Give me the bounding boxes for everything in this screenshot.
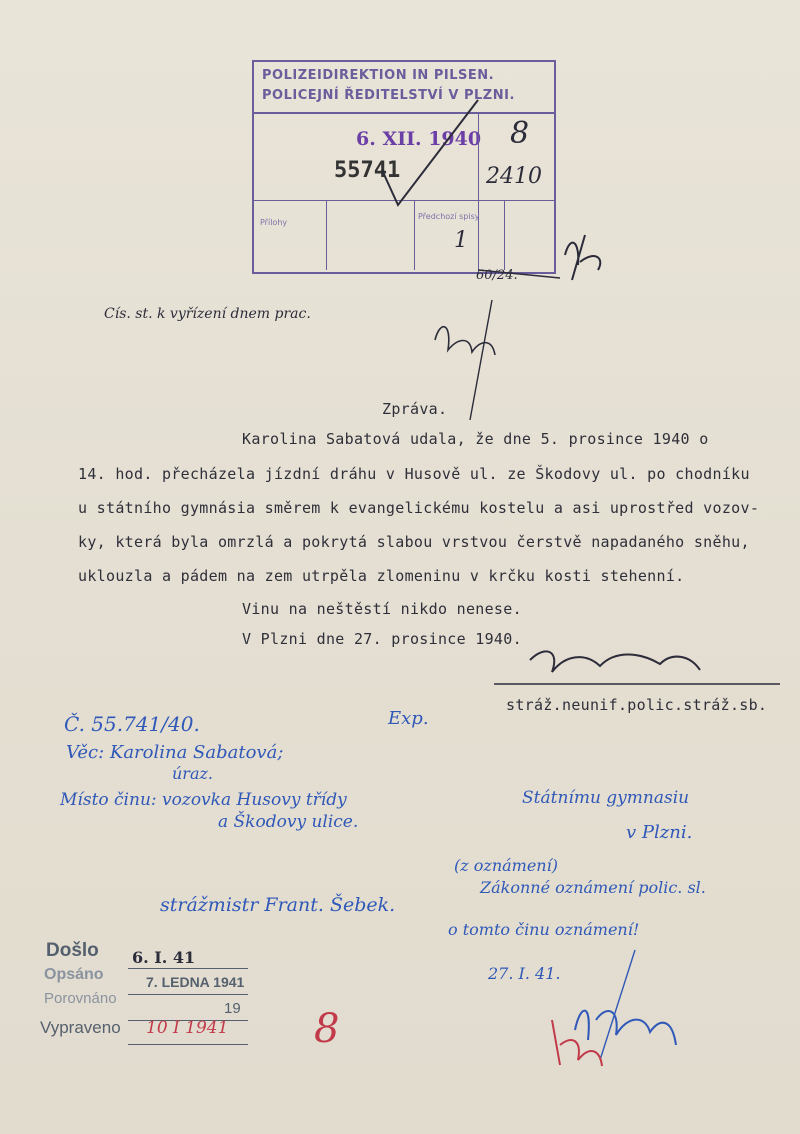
- stamp-hand-mark: 8: [510, 116, 530, 151]
- report-line-3: u státního gymnásia směrem k evangelickému kostelu a asi uprostřed vozov-: [78, 499, 760, 517]
- report-title: Zpráva.: [382, 400, 448, 418]
- stamp-col-attachments: Přílohy: [260, 218, 288, 227]
- initials-scribble-blue: [575, 1011, 676, 1045]
- stamp-date: 6. XII. 1940: [356, 128, 482, 150]
- recv-porovnano-value: 19: [224, 1000, 241, 1017]
- initials-scribble-red: [552, 1020, 602, 1066]
- recv-doslo-value: 6. I. 41: [132, 948, 196, 967]
- hand-subject-2: úraz.: [172, 764, 214, 783]
- hand-legal-notice: Zákonné oznámení polic. sl.: [480, 878, 706, 897]
- stamp-col-previous-files: Předchozí spisy: [418, 212, 480, 221]
- red-corner-mark: 8: [314, 1006, 340, 1052]
- report-line-4: ky, která byla omrzlá a pokrytá slabou vrstvou čerstvě napadaného sněhu,: [78, 533, 750, 551]
- hand-note-bracket: (z oznámení): [454, 856, 558, 875]
- handwritten-instruction: Cís. st. k vyřízení dnem prac.: [104, 306, 311, 322]
- stamp-hand-ref: 2410: [486, 164, 542, 189]
- report-line-5: uklouzla a pádem na zem utrpěla zlomeninu v krčku kosti stehenní.: [78, 567, 685, 585]
- stamp-header-czech: POLICEJNÍ ŘEDITELSTVÍ V PLZNI.: [262, 88, 515, 103]
- report-line-1: Karolina Sabatová udala, že dne 5. prosince 1940 o: [242, 430, 709, 448]
- recv-porovnano-label: Porovnáno: [44, 990, 117, 1007]
- report-line-2: 14. hod. přecházela jízdní dráhu v Husově ul. ze Škodovy ul. po chodníku: [78, 465, 750, 483]
- hand-recipient-city: v Plzni.: [626, 822, 693, 843]
- stamp-header-german: POLIZEIDIREKTION IN PILSEN.: [262, 68, 495, 83]
- hand-small-date: 27. I. 41.: [488, 964, 561, 983]
- hand-subject: Věc: Karolina Sabatová;: [66, 742, 284, 763]
- signature-title: stráž.neunif.polic.stráž.sb.: [506, 696, 768, 714]
- hand-ref-number: Č. 55.741/40.: [64, 712, 200, 736]
- recv-line: [128, 968, 248, 969]
- hand-place: Místo činu: vozovka Husovy třídy: [60, 790, 347, 810]
- hand-exp: Exp.: [388, 708, 429, 729]
- recv-vypraveno-value: 10 I 1941: [146, 1018, 229, 1038]
- recv-line: [128, 1044, 248, 1045]
- stamp-hand-count: 1: [454, 228, 468, 253]
- stamp-number: 55741: [334, 158, 401, 183]
- hand-officer-name: strážmistr Frant. Šebek.: [160, 894, 396, 916]
- recv-doslo-label: Došlo: [46, 940, 99, 961]
- stroke-blue: [600, 950, 635, 1060]
- recv-vypraveno-label: Vypraveno: [40, 1018, 121, 1037]
- recv-opsano-value: 7. LEDNA 1941: [146, 974, 245, 990]
- hand-place-2: a Škodovy ulice.: [218, 812, 359, 832]
- hand-note-below-stamp: 60/24.: [476, 268, 518, 283]
- recv-line: [128, 994, 248, 995]
- report-place-date: V Plzni dne 27. prosince 1940.: [242, 630, 522, 648]
- hand-notice-2: o tomto činu oznámení!: [448, 920, 640, 939]
- report-closing: Vinu na neštěstí nikdo nenese.: [242, 600, 522, 618]
- recv-opsano-label: Opsáno: [44, 966, 104, 983]
- hand-recipient: Státnímu gymnasiu: [522, 788, 690, 808]
